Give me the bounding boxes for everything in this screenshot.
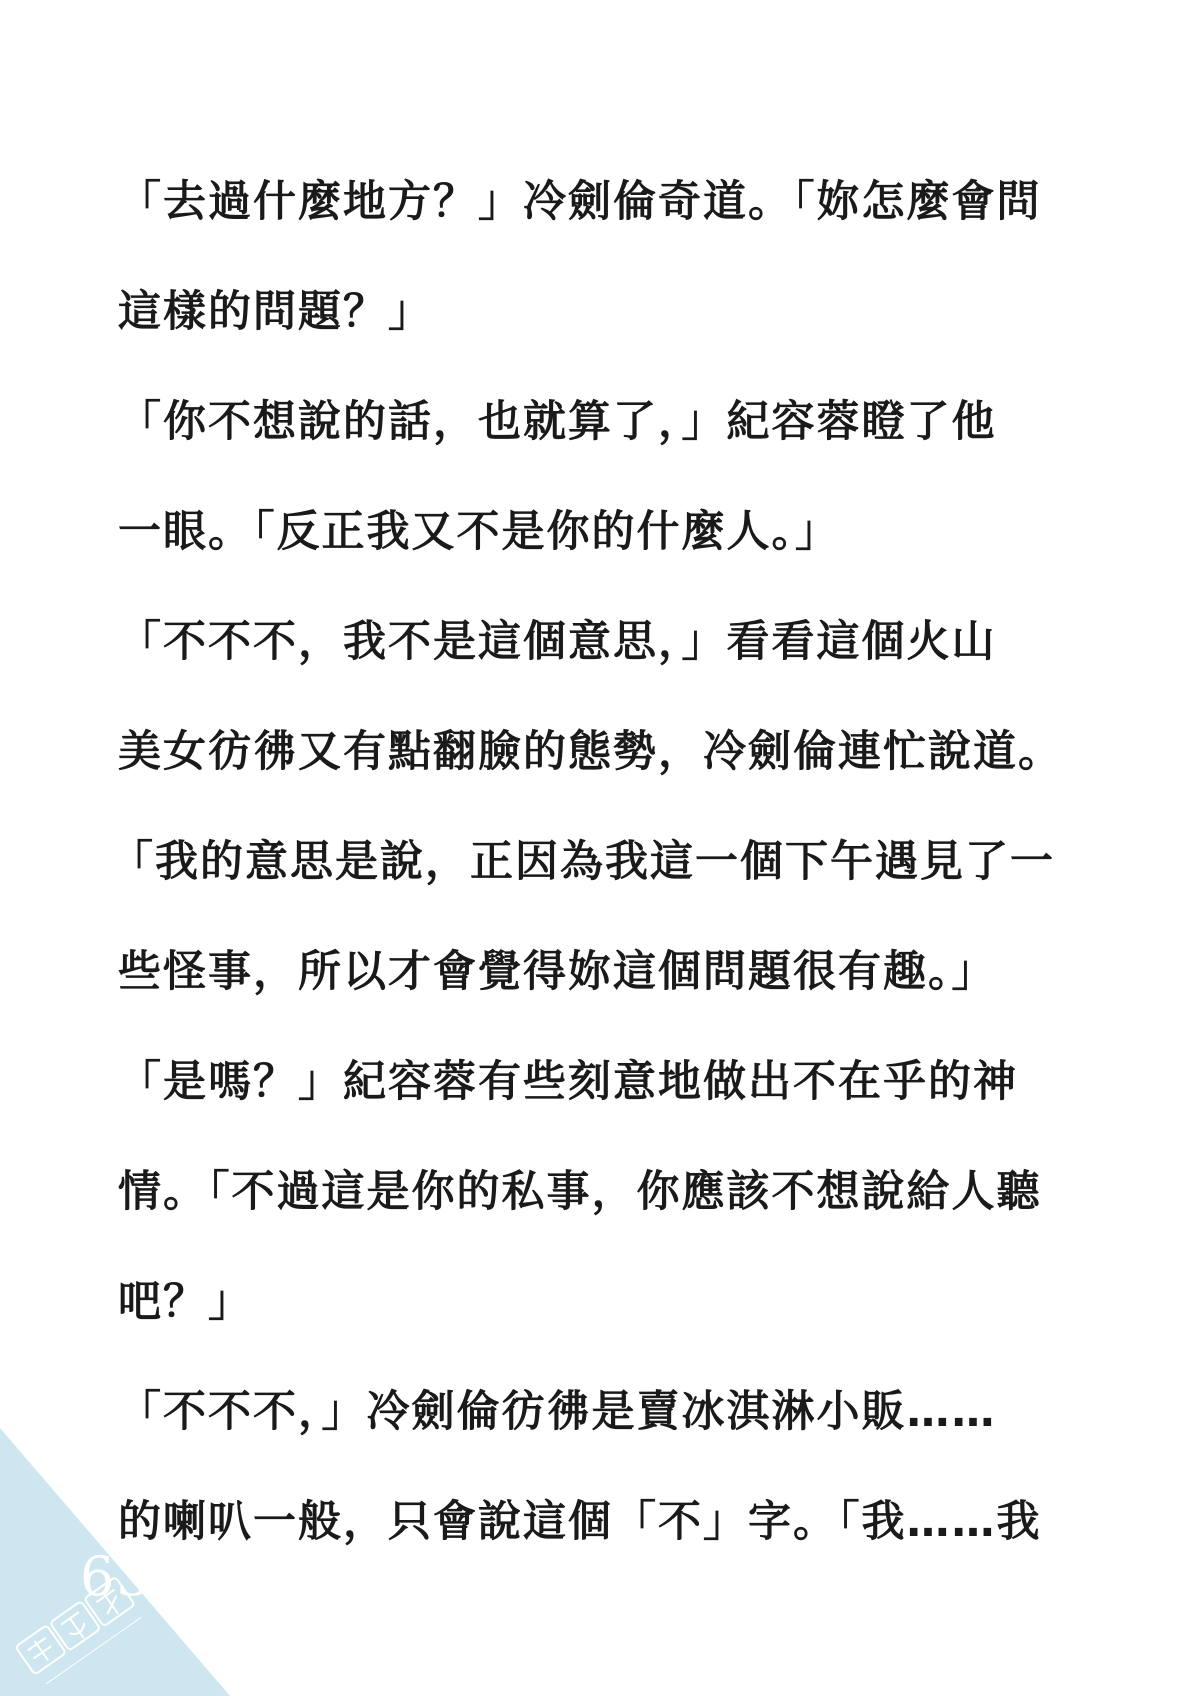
manben-watermark-logo [8, 1575, 158, 1685]
text-line: 「不不不，我不是這個意思，」看看這個火山 [118, 617, 997, 667]
text-line: 「是嗎？」紀容蓉有些刻意地做出不在乎的神 [118, 1057, 1018, 1107]
text-line: 這樣的問題？」 [118, 287, 433, 337]
text-line: 情。「不過這是你的私事，你應該不想說給人聽 [118, 1167, 1042, 1217]
text-line: 一眼。「反正我又不是你的什麼人。」 [118, 507, 840, 557]
text-line: 美女彷彿又有點翻臉的態勢，冷劍倫連忙說道。 [118, 727, 1063, 777]
text-line: 「你不想說的話，也就算了，」紀容蓉瞪了他 [118, 397, 997, 447]
text-line: 吧？」 [118, 1277, 253, 1327]
text-line: 些怪事，所以才會覺得妳這個問題很有趣。」 [118, 947, 997, 997]
text-line: 的喇叭一般，只會說這個「不」字。「我……我 [118, 1497, 1042, 1547]
text-line: 「去過什麼地方？」冷劍倫奇道。「妳怎麼會問 [118, 177, 1042, 227]
text-line: 「不不不，」冷劍倫彷彿是賣冰淇淋小販…… [118, 1387, 997, 1437]
text-line: 「我的意思是說，正因為我這一個下午遇見了一 [110, 837, 1055, 887]
page-number: 63 [80, 1545, 153, 1608]
